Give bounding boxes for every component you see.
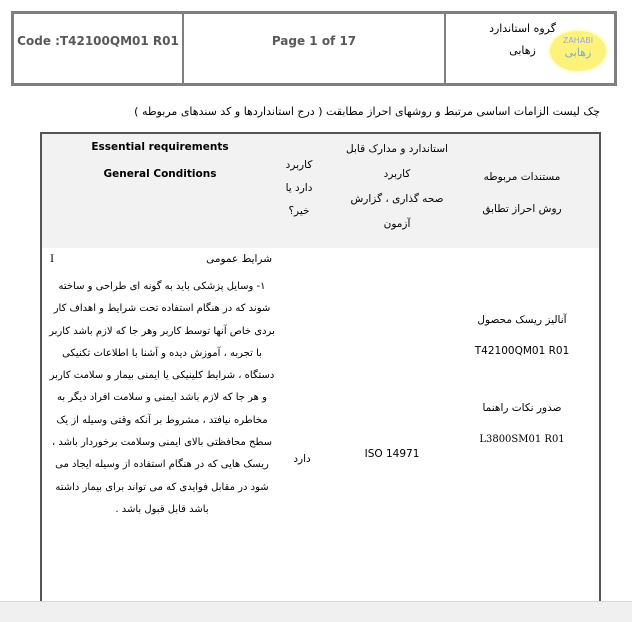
section-title: شرایط عمومی [206, 253, 272, 265]
requirements-table [40, 132, 601, 622]
company-cell [446, 14, 614, 83]
header-standards-l3: صحه گذاری ، گزارش [350, 193, 444, 205]
company-logo [550, 31, 606, 71]
requirement-line: ریسک هایی که در هنگام استفاده از وسیله ایجاد می [55, 459, 269, 471]
doc-title: چک لیست الزامات اساسی مرتبط و روشهای احراز مطابقت ( درج استانداردها و کد سندهای مربوطه ) [134, 105, 600, 118]
requirement-line: مخاطره نیافتد ، مشروط بر آنکه وقتی وسیله از یک [56, 414, 268, 426]
company-name [489, 18, 556, 62]
header-documents-l2: روش احراز تطابق [482, 203, 562, 215]
document-code: L3800SM01 R01 [479, 434, 565, 445]
document-name: صدور نکات راهنما [482, 402, 562, 414]
standard-value: ISO 14971 [364, 448, 420, 460]
bottom-bar [0, 601, 632, 622]
header-applicable-l1: کاربرد [285, 159, 313, 171]
document-name: آنالیز ریسک محصول [477, 314, 567, 326]
header-applicable [274, 154, 324, 223]
requirement-line: با تجربه ، آموزش دیده و آشنا با اطلاعات تکنیکی [62, 347, 262, 359]
document-header [11, 11, 617, 86]
logo-text-top: ZAHABI [562, 36, 594, 45]
header-applicable-l2: دارد یا [285, 182, 313, 194]
company-name-line2: زهابی [509, 44, 536, 57]
header-applicable-l3: خیر؟ [288, 205, 310, 217]
requirement-line: باشد قابل قبول باشد . [115, 503, 209, 515]
page-number: Page 1 of 17 [184, 14, 446, 83]
header-general-conditions: General Conditions [103, 168, 217, 180]
requirement-line: شوند که در هنگام استفاده تحت شرایط و اهداف کار [53, 303, 271, 315]
requirement-line: بردی خاص آنها توسط کاربر وهر جا که لازم باشد کاربر [49, 325, 275, 337]
header-documents-l1: مستندات مربوطه [483, 171, 561, 183]
requirement-line: ۱- وسایل پزشکی باید به گونه ای طراحی و ساخته [58, 281, 266, 292]
documents-value [452, 305, 592, 455]
document-code: Code :T42100QM01 R01 [14, 14, 184, 83]
requirement-line: و هر جا که لازم باشد ایمنی و سلامت افراد دیگر به [57, 392, 267, 404]
requirement-line: دستگاه ، شرایط کلینیکی یا ایمنی بیمار و سلامت کاربر [49, 370, 275, 382]
section-number: I [50, 253, 55, 265]
document-code: T42100QM01 R01 [474, 345, 570, 357]
requirement-text [46, 276, 278, 521]
logo-text: زهابی [564, 46, 592, 59]
header-standards-l1: استاندارد و مدارک قابل [346, 143, 448, 155]
company-name-line1: گروه استاندارد [489, 22, 556, 35]
header-standards-l4: آزمون [383, 218, 411, 230]
header-standards [327, 137, 467, 237]
header-requirements-en: Essential requirements [91, 141, 229, 153]
header-documents [452, 161, 592, 225]
header-standards-l2: کاربرد [383, 168, 411, 180]
requirement-line: شود در مقابل فوایدی که می تواند برای بیمار داشته [55, 481, 269, 493]
applicable-value: دارد [293, 453, 311, 465]
requirement-line: سطح محافظتی بالای ایمنی وسلامت برخوردار باشد ، [51, 437, 273, 449]
